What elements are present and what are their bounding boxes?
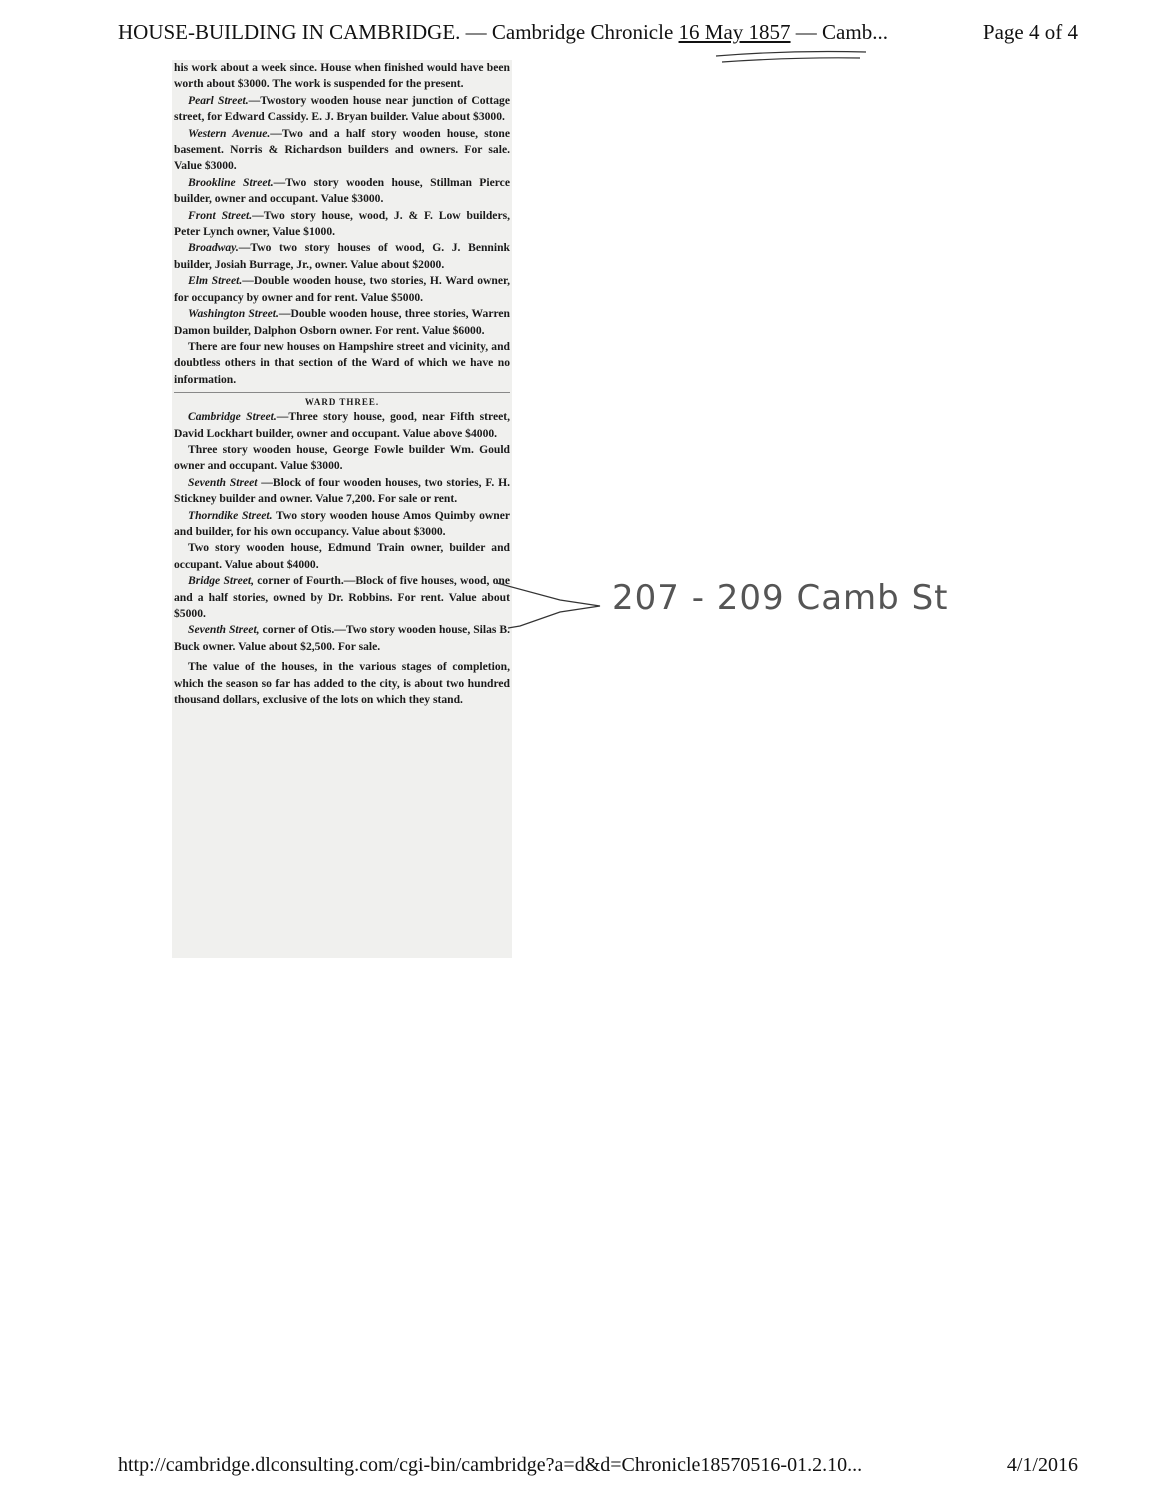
print-date: 4/1/2016 <box>1006 1454 1078 1476</box>
street-name: Western Avenue. <box>188 126 271 140</box>
street-name: Thorndike Street. <box>188 508 273 522</box>
street-name: Seventh Street, <box>188 623 260 637</box>
paragraph: Two story wooden house, Edmund Train owner, builder and occupant. Value about $4000. <box>174 541 510 571</box>
source-url[interactable]: http://cambridge.dlconsulting.com/cgi-bin/cambridge?a=d&d=Chronicle18570516-01.2.10... <box>118 1454 863 1476</box>
paragraph: Brookline Street.—Two story wooden house, Stillman Pierce builder, owner and occupant. Value $3000. <box>174 175 510 206</box>
page-footer <box>118 1454 1078 1477</box>
date-underline-mark <box>716 52 866 63</box>
paragraph: Cambridge Street.—Three story house, good, near Fifth street, David Lockhart builder, owner and occupant. Value above $4000. <box>174 410 510 440</box>
paragraph: Pearl Street.—Twostory wooden house near junction of Cottage street, for Edward Cassidy. E. J. Bryan builder. Value about $3000. <box>174 93 510 124</box>
paragraph: Thorndike Street. Two story wooden house Amos Quimby owner and builder, for his own occupancy. Value about $3000. <box>174 508 510 538</box>
street-name: Broadway. <box>188 241 239 255</box>
paragraph: Three story wooden house, George Fowle builder Wm. Gould owner and occupant. Value $3000. <box>174 442 510 473</box>
bracket-arrow-mark <box>497 583 600 628</box>
street-name: Washington Street. <box>188 307 279 321</box>
handwritten-annotation: 207 - 209 Camb St <box>612 578 949 618</box>
page-number: Page 4 of 4 <box>982 20 1078 44</box>
paragraph: his work about a week since. House when finished would have been worth about $3000. The work is suspended for the present. <box>174 61 510 91</box>
street-name: Pearl Street. <box>188 93 249 107</box>
paragraph: Seventh Street, corner of Otis.—Two story wooden house, Silas B. Buck owner. Value about $2,500. For sale. <box>174 623 510 653</box>
street-name: Cambridge Street. <box>188 410 277 424</box>
street-name: Bridge Street, <box>188 574 255 588</box>
paragraph: Front Street.—Two story house, wood, J. & F. Low builders, Peter Lynch owner, Value $1000. <box>174 208 511 239</box>
paragraph: Seventh Street —Block of four wooden houses, two stories, F. H. Stickney builder and owner. Value 7,200. For sale or rent. <box>174 475 510 506</box>
paragraph: The value of the houses, in the various stages of completion, which the season so far has added to the city, is about two hundred thousand dollars, exclusive of the lots on which they stand. <box>174 660 510 707</box>
street-name: Front Street. <box>188 208 253 222</box>
paragraph: Western Avenue.—Two and a half story wooden house, stone basement. Norris & Richardson builders and owners. For sale. Value $3000. <box>174 126 510 173</box>
header-date: 16 May 1857 <box>678 20 791 44</box>
header-title: HOUSE-BUILDING IN CAMBRIDGE. — Cambridge Chronicle 16 May 1857 — Camb... <box>118 20 888 44</box>
paragraph: Washington Street.—Double wooden house, three stories, Warren Damon builder, Dalphon Osborn owner. For rent. Value $6000. <box>174 307 510 337</box>
paragraph: Bridge Street, corner of Fourth.—Block of five houses, wood, one and a half stories, owned by Dr. Robbins. For rent. Value about $5000. <box>174 574 510 620</box>
paragraph: There are four new houses on Hampshire street and vicinity, and doubtless others in that section of the Ward of which we have no information. <box>174 339 510 386</box>
paragraph: Elm Street.—Double wooden house, two stories, H. Ward owner, for occupancy by owner and for rent. Value $5000. <box>174 274 510 304</box>
street-name: Brookline Street. <box>188 175 274 189</box>
street-name: Elm Street. <box>188 274 243 288</box>
section-heading: WARD THREE. <box>174 392 510 409</box>
street-name: Seventh Street <box>188 475 258 489</box>
paragraph: Broadway.—Two two story houses of wood, G. J. Bennink builder, Josiah Burrage, Jr., owner. Value about $2000. <box>174 241 510 271</box>
